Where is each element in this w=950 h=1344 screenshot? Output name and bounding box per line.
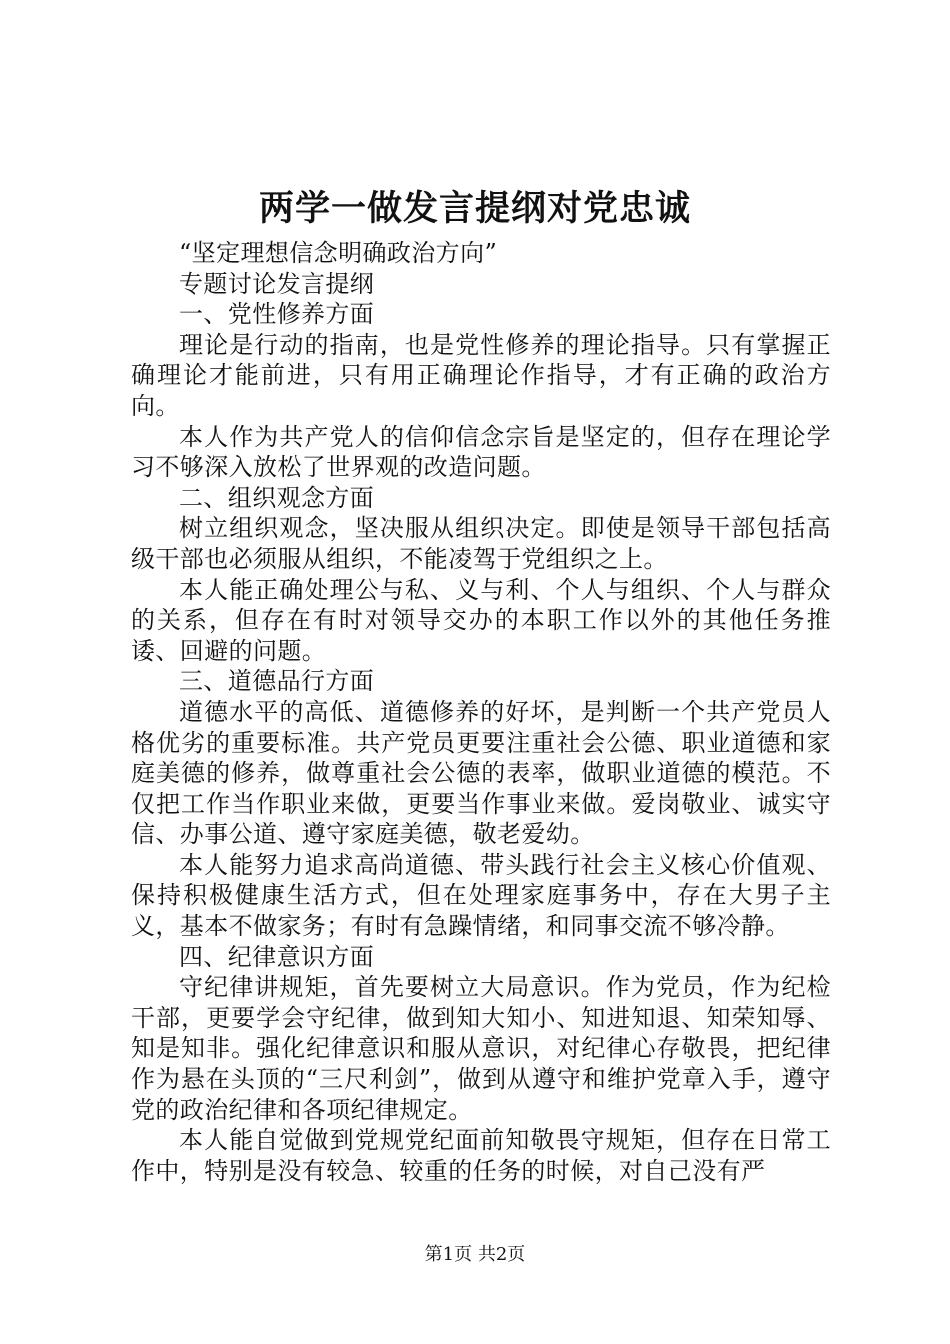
paragraph: 本人能正确处理公与私、义与利、个人与组织、个人与群众的关系，但存在有时对领导交办的本职工作以外的其他任务推诿、回避的问题。 xyxy=(131,575,831,665)
section-heading: 一、党性修养方面 xyxy=(179,300,375,329)
paragraph: 本人作为共产党人的信仰信念宗旨是坚定的，但存在理论学习不够深入放松了世界观的改造问题。 xyxy=(131,422,831,482)
paragraph: 道德水平的高低、道德修养的好坏，是判断一个共产党员人格优劣的重要标准。共产党员更要注重社会公德、职业道德和家庭美德的修养，做尊重社会公德的表率，做职业道德的模范。不仅把工作当作职业来做，更要当作事业来做。爱岗敬业、诚实守信、办事公道、遵守家庭美德，敬老爱幼。 xyxy=(131,697,831,849)
paragraph: “坚定理想信念明确政治方向” xyxy=(179,239,498,267)
paragraph: 守纪律讲规矩，首先要树立大局意识。作为党员，作为纪检干部，更要学会守纪律，做到知大知小、知进知退、知荣知辱、知是知非。强化纪律意识和服从意识，对纪律心存敬畏，把纪律作为悬在头顶的“三尺利剑”，做到从遵守和维护党章入手，遵守党的政治纪律和各项纪律规定。 xyxy=(131,973,831,1124)
page-number: 第1页 共2页 xyxy=(424,1244,526,1265)
section-heading: 三、道德品行方面 xyxy=(179,667,375,696)
document-body xyxy=(131,238,831,1186)
paragraph: 本人能努力追求高尚道德、带头践行社会主义核心价值观、保持积极健康生活方式，但在处理家庭事务中，存在大男子主义，基本不做家务；有时有急躁情绪，和同事交流不够冷静。 xyxy=(131,850,831,941)
section-heading: 二、组织观念方面 xyxy=(179,483,375,512)
paragraph: 本人能自觉做到党规党纪面前知敬畏守规矩，但存在日常工作中，特别是没有较急、较重的任务的时候，对自己没有严 xyxy=(131,1126,831,1185)
paragraph: 专题讨论发言提纲 xyxy=(179,269,375,298)
paragraph: 理论是行动的指南，也是党性修养的理论指导。只有掌握正确理论才能前进，只有用正确理论作指导，才有正确的政治方向。 xyxy=(131,330,831,420)
paragraph: 树立组织观念，坚决服从组织决定。即使是领导干部包括高级干部也必须服从组织，不能凌驾于党组织之上。 xyxy=(131,514,831,573)
section-heading: 四、纪律意识方面 xyxy=(179,942,375,971)
document-title: 两学一做发言提纲对党忠诚 xyxy=(258,188,691,229)
